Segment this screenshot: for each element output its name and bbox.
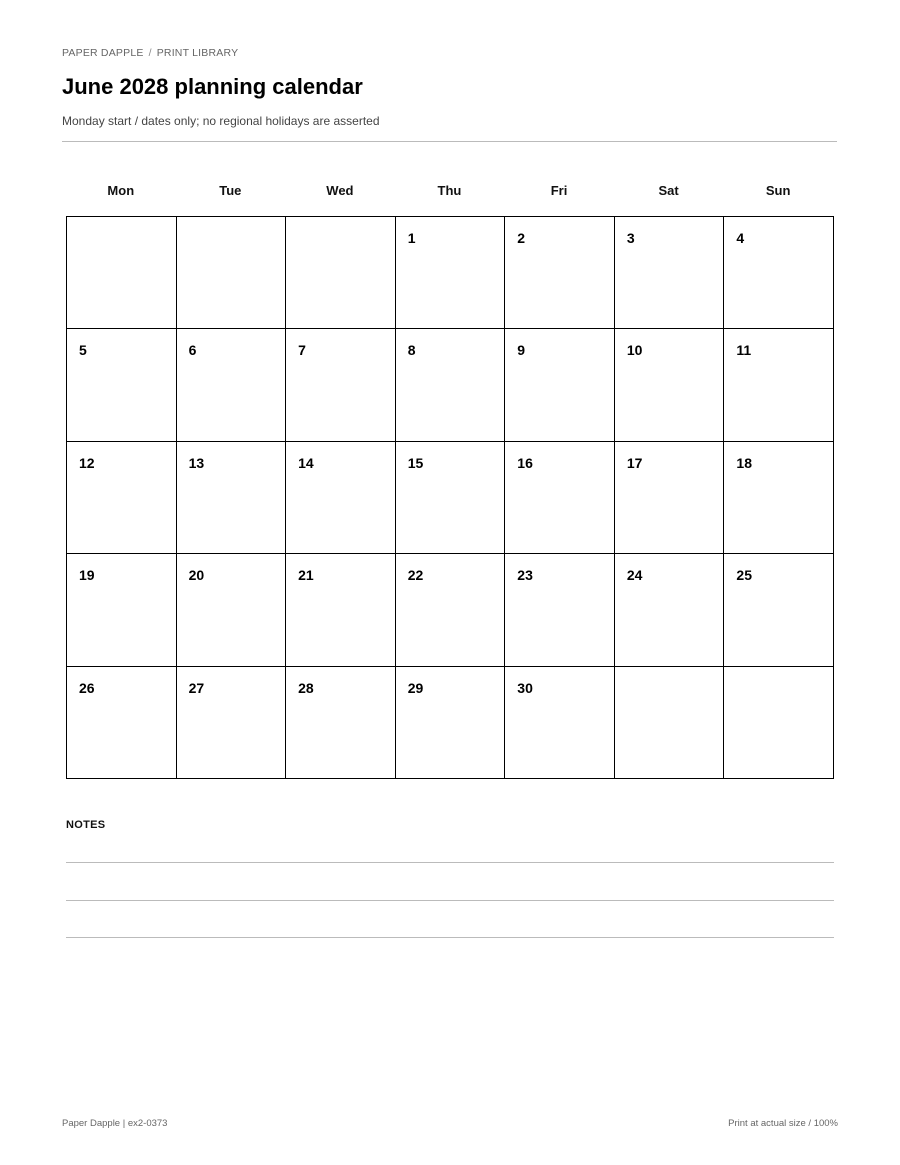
day-number: 8 xyxy=(407,342,416,359)
calendar-day-cell[interactable] xyxy=(396,442,506,554)
calendar-day-cell[interactable] xyxy=(615,217,725,329)
calendar-day-cell[interactable] xyxy=(724,442,834,554)
calendar-empty-cell xyxy=(177,217,287,329)
day-number: 13 xyxy=(188,454,205,471)
calendar-day-cell[interactable] xyxy=(396,554,506,666)
calendar-day-cell[interactable] xyxy=(724,217,834,329)
day-number: 5 xyxy=(79,342,87,359)
weekday-label: Wed xyxy=(326,183,354,198)
day-number: 7 xyxy=(298,342,306,359)
header-divider xyxy=(62,141,837,142)
day-number: 4 xyxy=(736,230,745,246)
note-line xyxy=(66,900,834,901)
day-number: 27 xyxy=(188,679,205,696)
breadcrumb-separator: / xyxy=(148,47,152,59)
weekday-header-row xyxy=(66,183,833,198)
calendar-empty-cell xyxy=(724,667,834,779)
day-number: 21 xyxy=(298,567,314,584)
calendar-day-cell[interactable] xyxy=(505,667,615,779)
weekday-label: Tue xyxy=(219,183,242,198)
calendar-day-cell[interactable] xyxy=(177,667,287,779)
calendar-day-cell[interactable] xyxy=(615,442,725,554)
day-number: 3 xyxy=(626,230,635,246)
calendar-day-cell[interactable] xyxy=(177,442,287,554)
footer-source: Paper Dapple | ex2-0373 xyxy=(62,1118,168,1129)
breadcrumb xyxy=(62,47,238,59)
day-number: 19 xyxy=(79,567,95,584)
calendar-day-cell[interactable] xyxy=(505,554,615,666)
calendar-day-cell[interactable] xyxy=(67,329,177,441)
calendar-day-cell[interactable] xyxy=(724,329,834,441)
calendar-day-cell[interactable] xyxy=(67,554,177,666)
day-number: 1 xyxy=(407,230,416,246)
notes-label: NOTES xyxy=(66,819,106,831)
calendar-day-cell[interactable] xyxy=(615,329,725,441)
day-number: 16 xyxy=(517,454,533,471)
calendar-grid xyxy=(66,216,834,779)
calendar-day-cell[interactable] xyxy=(286,442,396,554)
calendar-day-cell[interactable] xyxy=(396,329,506,441)
day-number: 14 xyxy=(298,454,314,471)
calendar-day-cell[interactable] xyxy=(67,667,177,779)
day-number: 23 xyxy=(517,567,533,584)
day-number: 10 xyxy=(626,342,643,359)
day-number: 26 xyxy=(79,679,95,696)
day-number: 18 xyxy=(736,454,752,471)
day-number: 28 xyxy=(298,679,314,696)
day-number: 17 xyxy=(626,454,643,471)
calendar-day-cell[interactable] xyxy=(396,667,506,779)
calendar-day-cell[interactable] xyxy=(177,329,287,441)
weekday-label: Mon xyxy=(107,183,135,198)
day-number: 9 xyxy=(517,342,526,359)
calendar-day-cell[interactable] xyxy=(286,554,396,666)
calendar-day-cell[interactable] xyxy=(505,442,615,554)
page-subtitle: Monday start / dates only; no regional holidays are asserted xyxy=(62,114,380,128)
day-number: 6 xyxy=(188,342,197,359)
note-line xyxy=(66,862,834,863)
day-number: 20 xyxy=(188,567,205,584)
weekday-label: Thu xyxy=(437,183,462,198)
day-number: 24 xyxy=(626,567,643,584)
breadcrumb-site[interactable]: PAPER DAPPLE xyxy=(62,47,144,59)
calendar-day-cell[interactable] xyxy=(505,329,615,441)
calendar-day-cell[interactable] xyxy=(724,554,834,666)
page-title: June 2028 planning calendar xyxy=(62,74,363,99)
calendar-empty-cell xyxy=(67,217,177,329)
weekday-label: Sat xyxy=(658,183,679,198)
calendar-day-cell[interactable] xyxy=(67,442,177,554)
day-number: 30 xyxy=(517,679,533,696)
calendar-day-cell[interactable] xyxy=(177,554,287,666)
day-number: 25 xyxy=(736,567,752,584)
calendar-day-cell[interactable] xyxy=(615,554,725,666)
weekday-label: Sun xyxy=(765,183,791,198)
calendar-day-cell[interactable] xyxy=(286,667,396,779)
calendar-day-cell[interactable] xyxy=(505,217,615,329)
footer-print-hint: Print at actual size / 100% xyxy=(728,1118,838,1129)
day-number: 2 xyxy=(517,230,526,246)
breadcrumb-section[interactable]: PRINT LIBRARY xyxy=(156,47,239,59)
weekday-label: Fri xyxy=(550,183,568,198)
note-line xyxy=(66,937,834,938)
day-number: 29 xyxy=(407,679,424,696)
calendar-day-cell[interactable] xyxy=(286,329,396,441)
day-number: 12 xyxy=(79,454,95,471)
day-number: 22 xyxy=(407,567,424,584)
calendar-empty-cell xyxy=(286,217,396,329)
calendar-empty-cell xyxy=(615,667,725,779)
calendar-day-cell[interactable] xyxy=(396,217,506,329)
day-number: 11 xyxy=(736,342,752,359)
day-number: 15 xyxy=(407,454,424,471)
